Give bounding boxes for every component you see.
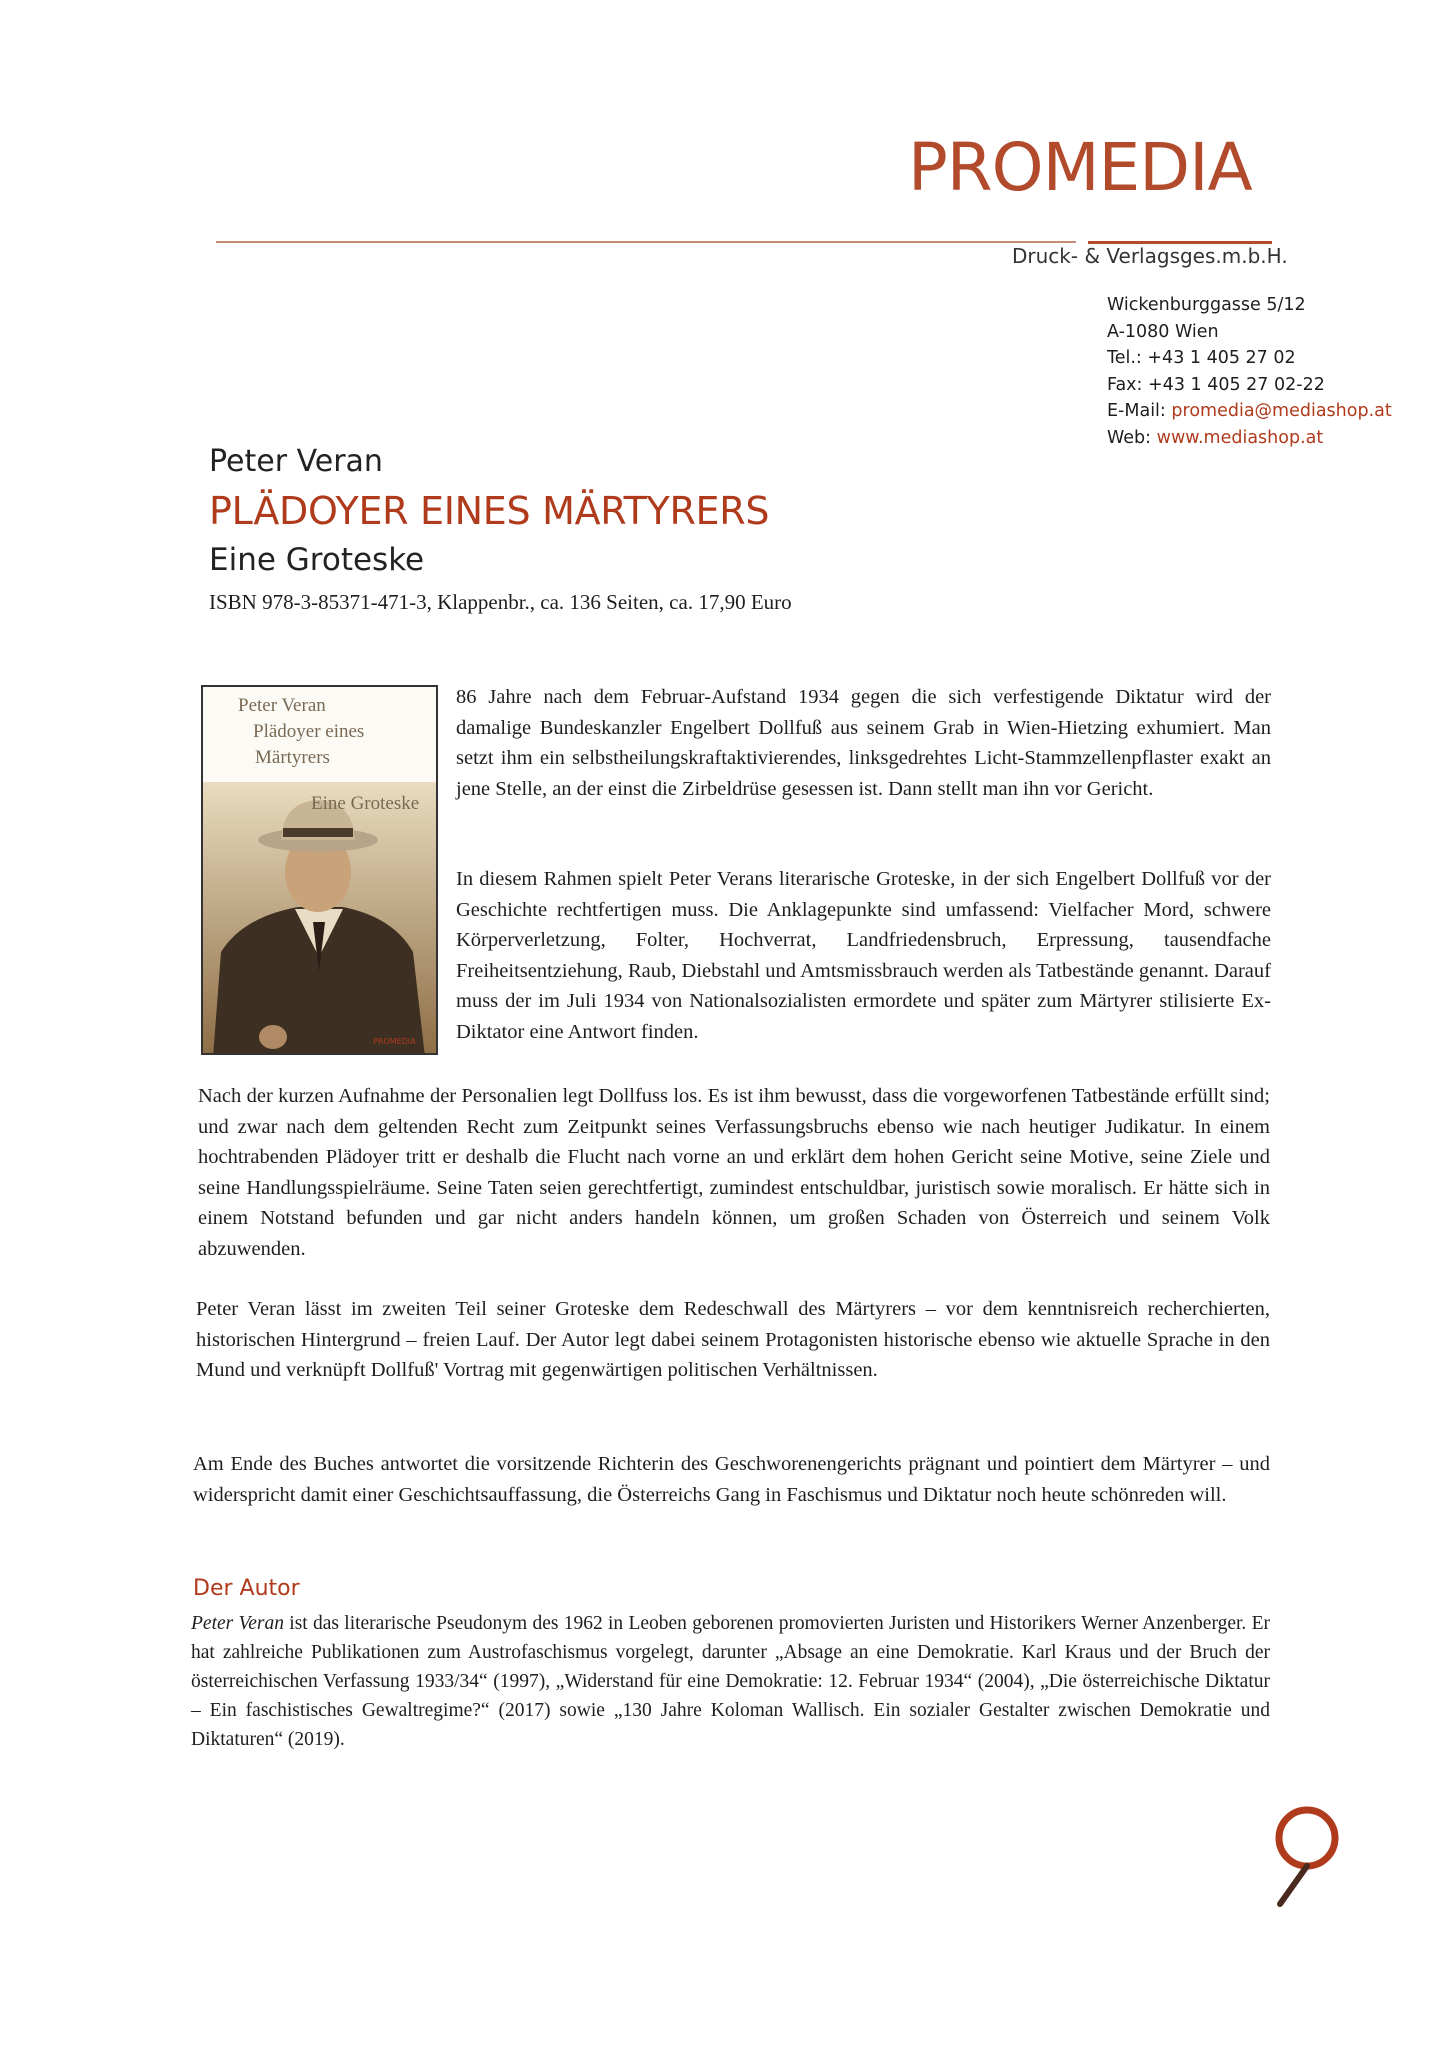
email-link[interactable]: promedia@mediashop.at: [1171, 401, 1392, 421]
isbn-line: ISBN 978-3-85371-471-3, Klappenbr., ca. 136 Seiten, ca. 17,90 Euro: [209, 590, 792, 614]
address-tel: [1107, 345, 1392, 372]
cover-portrait-image: [203, 782, 436, 1055]
promedia-symbol-icon: [1262, 1800, 1352, 1920]
book-author: Peter Veran: [209, 444, 383, 479]
address-web: [1107, 425, 1392, 452]
web-link[interactable]: www.mediashop.at: [1156, 427, 1324, 448]
cover-author: Peter Veran: [238, 695, 326, 716]
address-fax: [1107, 372, 1392, 399]
fax-value: +43 1 405 27 02-22: [1148, 374, 1325, 395]
book-cover-image: [201, 685, 438, 1055]
header-rule: [216, 241, 1076, 243]
web-label: Web:: [1107, 427, 1152, 448]
fax-label: Fax:: [1107, 374, 1143, 395]
email-label: E-Mail:: [1107, 401, 1166, 421]
body-paragraph-5: Am Ende des Buches antwortet die vorsitzende Richterin des Geschworenengerichts prägnant und pointiert dem Märtyrer – und widerspricht damit einer Geschichtsauffassung, die Österreichs Gang in Faschismus und Diktatur noch heute schönreden will.: [193, 1453, 1270, 1506]
book-subtitle: Eine Groteske: [209, 542, 425, 578]
address-email: [1107, 398, 1392, 425]
author-section-heading: Der Autor: [193, 1576, 300, 1601]
address-block: [1107, 292, 1392, 451]
body-paragraph-1: 86 Jahre nach dem Februar-Aufstand 1934 gegen die sich verfestigende Diktatur wird der damalige Bundeskanzler Engelbert Dollfuß aus seinem Grab in Wien-Hietzing exhumiert. Man setzt ihm ein selbstheilungskraftaktivierendes, linksgedrehtes Licht-Stammzellenpflaster exakt an jene Stelle, an der einst die Zirbeldrüse gesessen ist. Dann stellt man ihn vor Gericht.: [456, 686, 1271, 800]
author-bio-name: Peter Veran: [191, 1613, 285, 1634]
body-paragraph-3: Nach der kurzen Aufnahme der Personalien legt Dollfuss los. Es ist ihm bewusst, dass die vorgeworfenen Tatbestände erfüllt sind; und zwar nach dem geltenden Recht zum Zeitpunkt seines Verfassungsbruchs ebenso wie nach heutiger Judikatur. In einem hochtrabenden Plädoyer tritt er deshalb die Flucht nach vorne an und erklärt dem hohen Gericht seine Motive, seine Ziele und seine Handlungsspielräume. Seine Taten seien gerechtfertigt, zumindest entschuldbar, juristisch sowie moralisch. Er hätte sich in einem Notstand befunden und gar nicht anders handeln können, um großen Schaden von Österreich und seinem Volk abzuwenden.: [198, 1085, 1270, 1260]
body-paragraph-4: Peter Veran lässt im zweiten Teil seiner Groteske dem Redeschwall des Märtyrers – vor dem kenntnisreich recherchierten, historischen Hintergrund – freien Lauf. Der Autor legt dabei seinem Protagonisten historische ebenso wie aktuelle Sprache in den Mund und verknüpft Dollfuß' Vortrag mit gegenwärtigen politischen Verhältnissen.: [196, 1298, 1270, 1381]
cover-subtitle: Eine Groteske: [311, 793, 420, 814]
logo-text: PROMEDIA: [908, 129, 1252, 206]
tel-value: +43 1 405 27 02: [1147, 348, 1296, 368]
company-name: Druck- & Verlagsges.m.b.H.: [1012, 244, 1288, 268]
cover-title-line1: Plädoyer eines: [253, 721, 365, 742]
address-street: Wickenburggasse 5/12: [1107, 295, 1306, 315]
book-title: PLÄDOYER EINES MÄRTYRERS: [209, 489, 770, 533]
promedia-logo: [908, 129, 1278, 237]
author-bio-text: ist das literarische Pseudonym des 1962 in Leoben geborenen promovierten Juristen und Historikers Werner Anzenberger. Er hat zahlreiche Publikationen zum Austrofaschismus vorgelegt, darunter „Absage an eine Demokratie. Karl Kraus und der Bruch der österreichischen Verfassung 1933/34“ (1997), „Widerstand für eine Demokratie: 12. Februar 1934“ (2004), „Die österreichische Diktatur – Ein faschistisches Gewaltregime?“ (2017) sowie „130 Jahre Koloman Wallisch. Ein sozialer Gestalter zwischen Demokratie und Diktaturen“ (2019).: [191, 1613, 1270, 1750]
cover-publisher-mark: PROMEDIA: [373, 1037, 416, 1046]
address-city: A-1080 Wien: [1107, 321, 1219, 342]
tel-label: Tel.:: [1107, 348, 1142, 368]
cover-title-line2: Märtyrers: [255, 747, 330, 768]
body-paragraph-2: In diesem Rahmen spielt Peter Verans literarische Groteske, in der sich Engelbert Dollfuß vor der Geschichte rechtfertigen muss. Die Anklagepunkte sind umfassend: Vielfacher Mord, schwere Körperverletzung, Folter, Hochverrat, Landfriedensbruch, Erpressung, tausendfache Freiheitsentziehung, Raub, Diebstahl und Amtsmissbrauch werden als Tatbestände genannt. Darauf muss der im Juli 1934 von Nationalsozialisten ermordete und später zum Märtyrer stilisierte Ex-Diktator eine Antwort finden.: [456, 868, 1271, 1043]
author-bio-paragraph: [191, 1609, 1270, 1754]
